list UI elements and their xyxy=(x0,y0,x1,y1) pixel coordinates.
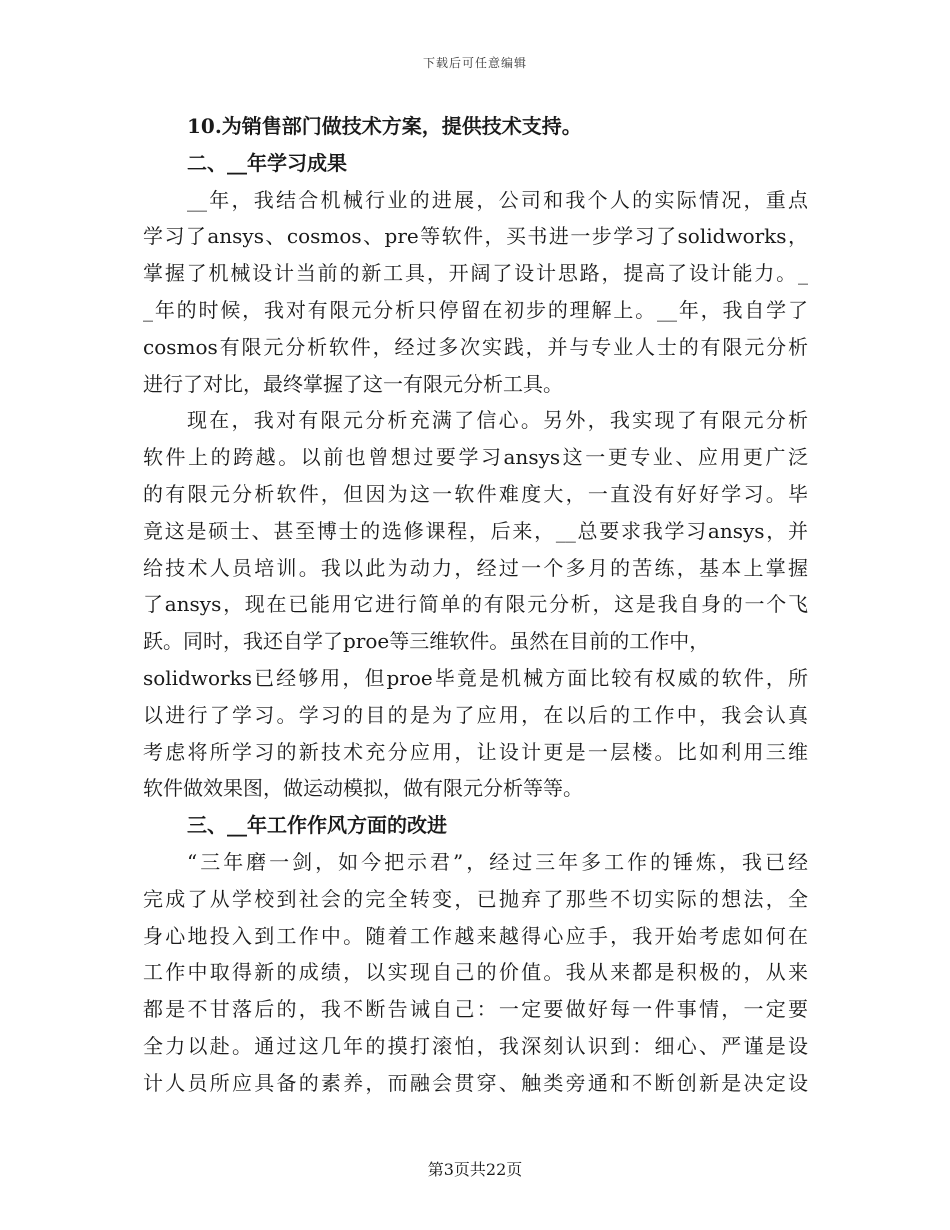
paragraph-line: 软件做效果图，做运动模拟，做有限元分析等等。 xyxy=(143,776,583,801)
paragraph-line: solidworks已经够用，但proe毕竟是机械方面比较有权威的软件，所 xyxy=(143,665,808,690)
paragraph-line: 完成了从学校到社会的完全转变，已抛弃了那些不切实际的想法，全 xyxy=(143,886,808,911)
paragraph-line: 掌握了机械设计当前的新工具，开阔了设计思路，提高了设计能力。_ xyxy=(143,261,808,286)
paragraph-line: 都是不甘落后的，我不断告诫自己：一定要做好每一件事情，一定要 xyxy=(143,997,808,1022)
paragraph-line: 竟这是硕士、甚至博士的选修课程，后来，__总要求我学习ansys，并 xyxy=(143,518,808,543)
paragraph-line: 学习了ansys、cosmos、pre等软件，买书进一步学习了solidworks， xyxy=(143,224,808,249)
paragraph-line: 跃。同时，我还自学了proe等三维软件。虽然在目前的工作中， xyxy=(143,629,710,654)
paragraph-line: 进行了对比，最终掌握了这一有限元分析工具。 xyxy=(143,371,563,396)
paragraph-line: 了ansys，现在已能用它进行简单的有限元分析，这是我自身的一个飞 xyxy=(143,592,808,617)
paragraph-line: 的有限元分析软件，但因为这一软件难度大，一直没有好好学习。毕 xyxy=(143,481,808,506)
paragraph-line: 全力以赴。通过这几年的摸打滚怕，我深刻认识到：细心、严谨是设 xyxy=(143,1033,808,1058)
page-number: 第3页共22页 xyxy=(427,1160,523,1179)
paragraph-line: 身心地投入到工作中。随着工作越来越得心应手，我开始考虑如何在 xyxy=(143,923,808,948)
paragraph-line: 考虑将所学习的新技术充分应用，让设计更是一层楼。比如利用三维 xyxy=(143,739,808,764)
paragraph-line: 工作中取得新的成绩，以实现自己的价值。我从来都是积极的，从来 xyxy=(143,960,808,985)
paragraph-line: 软件上的跨越。以前也曾想过要学习ansys这一更专业、应用更广泛 xyxy=(143,445,808,470)
paragraph-line: “三年磨一剑，如今把示君”，经过三年多工作的锤炼，我已经 xyxy=(187,849,808,874)
page-header: 下载后可任意编辑 xyxy=(422,56,527,70)
list-item-10: 10.为销售部门做技术方案，提供技术支持。 xyxy=(187,114,582,138)
paragraph-line: 现在，我对有限元分析充满了信心。另外，我实现了有限元分析 xyxy=(187,408,808,433)
paragraph-line: _年的时候，我对有限元分析只停留在初步的理解上。__年，我自学了 xyxy=(143,297,808,322)
paragraph-line: 给技术人员培训。我以此为动力，经过一个多月的苦练，基本上掌握 xyxy=(143,555,808,580)
paragraph-line: 以进行了学习。学习的目的是为了应用，在以后的工作中，我会认真 xyxy=(143,702,808,727)
section-heading-2: 二、__年学习成果 xyxy=(187,150,347,175)
paragraph-line: __年，我结合机械行业的进展，公司和我个人的实际情况，重点 xyxy=(187,187,808,212)
document-body xyxy=(143,108,808,1102)
section-heading-3: 三、__年工作作风方面的改进 xyxy=(187,813,447,838)
paragraph-line: cosmos有限元分析软件，经过多次实践，并与专业人士的有限元分析 xyxy=(143,334,808,359)
paragraph-line: 计人员所应具备的素养，而融会贯穿、触类旁通和不断创新是决定设 xyxy=(143,1070,808,1095)
